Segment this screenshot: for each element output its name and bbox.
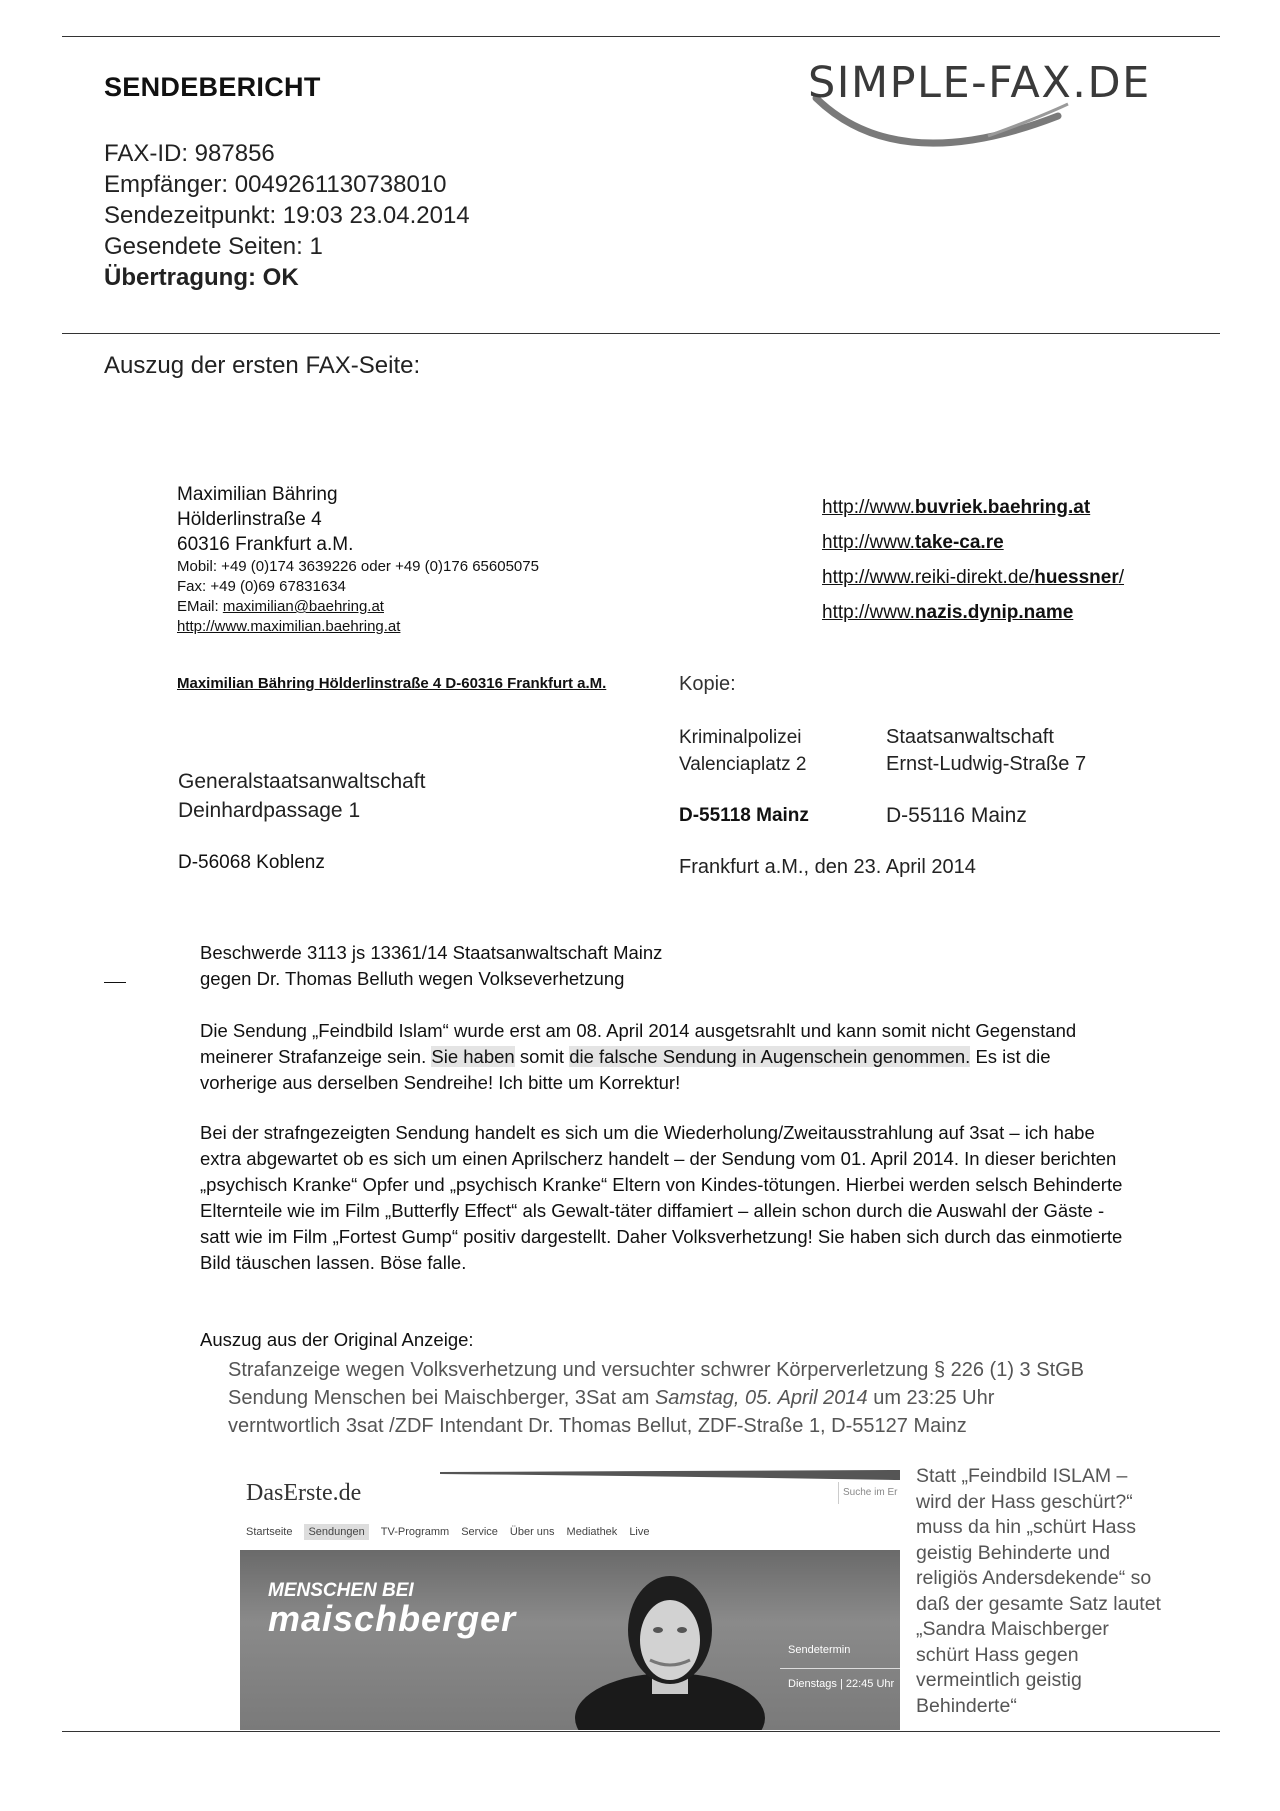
sender-block xyxy=(177,482,539,637)
fax-id: FAX-ID: 987856 xyxy=(104,140,275,167)
link-suffix: / xyxy=(1118,567,1125,588)
quote-line1: Strafanzeige wegen Volksverhetzung und versuchter schwrer Körperverletzung § 226 (1) 3 StGB xyxy=(228,1359,1085,1381)
para1-text-b: somit xyxy=(514,1046,570,1067)
copy-recipient-police xyxy=(679,724,806,778)
links-block xyxy=(822,490,1124,630)
nav-ueber-uns: Über uns xyxy=(509,1526,555,1538)
show-title-line2: maischberger xyxy=(268,1598,517,1639)
website-search: Suche im Er xyxy=(838,1482,900,1504)
sender-web-link[interactable]: http://www.maximilian.baehring.at xyxy=(177,618,401,635)
recipient-line1: Generalstaatsanwaltschaft xyxy=(178,770,426,793)
copy-label: Kopie: xyxy=(679,673,736,695)
website-nav xyxy=(246,1526,662,1538)
fax-status: Übertragung: OK xyxy=(104,264,299,291)
sender-email-label: EMail: xyxy=(177,598,223,615)
header-divider xyxy=(62,333,1220,334)
quote-line2-date: Samstag, 05. April 2014 xyxy=(654,1387,868,1409)
paragraph-1 xyxy=(200,1018,1120,1096)
copy2-line2: Ernst-Ludwig-Straße 7 xyxy=(886,753,1087,775)
link-domain: buvriek.baehring.at xyxy=(914,497,1091,518)
fax-metadata xyxy=(104,138,470,293)
subject xyxy=(200,940,1130,992)
copy1-line2: Valenciaplatz 2 xyxy=(679,754,807,775)
sender-name: Maximilian Bähring xyxy=(177,484,338,505)
copy-recipient-prosecutor xyxy=(886,724,1086,778)
quote-line2-start: Sendung Menschen bei Maischberger, 3Sat am xyxy=(228,1387,655,1409)
top-divider xyxy=(62,36,1220,37)
daserste-logo: DasErste.de xyxy=(246,1480,362,1506)
paragraph-2: Bei der strafngezeigten Sendung handelt es sich um die Wiederholung/Zweitausstrahlung auf 3sat – ich habe extra abgewartet ob es sich um einen Aprilscherz handelt – der Sendung vom 01. April 2014. In dieser berichten „psychisch Kranke“ Opfer und „psychisch Kranke“ Eltern von Kindes-tötungen. Hierbei werden selsch Behinderte Elternteile wie im Film „Butterfly Effect“ als Gewalt-täter diffamiert – allein schon durch die Auswahl der Gäste - satt wie im Film „Fortest Gump“ positiv dargestellt. Daher Volksverhetzung! Sie haben sich durch das einmotierte Bild täuschen lassen. Böse falle. xyxy=(200,1122,1123,1273)
sender-email-link[interactable]: maximilian@baehring.at xyxy=(222,598,384,615)
show-title-line1: MENSCHEN BEI xyxy=(268,1580,414,1601)
nav-service: Service xyxy=(461,1526,498,1538)
sender-street: Hölderlinstraße 4 xyxy=(177,509,322,530)
link-prefix: http://www. xyxy=(822,532,915,553)
link-domain: nazis.dynip.name xyxy=(914,602,1074,623)
sender-fax: Fax: +49 (0)69 67831634 xyxy=(177,578,346,595)
sender-city: 60316 Frankfurt a.M. xyxy=(177,534,354,555)
link-take-care[interactable] xyxy=(822,532,1004,553)
return-address-line: Maximilian Bähring Hölderlinstraße 4 D-60316 Frankfurt a.M. xyxy=(177,675,607,692)
simple-fax-logo xyxy=(808,58,1198,158)
para1-highlight-1: Sie haben xyxy=(431,1046,515,1067)
website-header xyxy=(240,1468,900,1512)
link-row xyxy=(822,525,1124,560)
sender-email-row xyxy=(177,597,539,617)
copy2-line1: Staatsanwaltschaft xyxy=(886,726,1054,748)
fax-recipient: Empfänger: 0049261130738010 xyxy=(104,171,447,198)
link-buvriek[interactable] xyxy=(822,497,1090,518)
original-excerpt-heading: Auszug aus der Original Anzeige: xyxy=(200,1329,474,1350)
link-domain: take-ca.re xyxy=(914,532,1004,553)
aside-commentary: Statt „Feindbild ISLAM – wird der Hass geschürt?“ muss da hin „schürt Hass geistig Behinderte und religiös Andersdekende“ so daß der gesamte Satz lautet „Sandra Maischberger schürt Hass gegen vermeintlich geistig Behinderte“ xyxy=(916,1465,1161,1717)
termin-divider xyxy=(780,1668,900,1669)
termin-value: Dienstags | 22:45 Uhr xyxy=(788,1678,895,1690)
link-prefix: http://www.reiki-direkt.de/ xyxy=(822,567,1035,588)
recipient-address xyxy=(178,767,425,825)
recipient-line2: Deinhardpassage 1 xyxy=(178,799,361,822)
quote-line2-end: um 23:25 Uhr xyxy=(867,1387,995,1409)
link-row xyxy=(822,490,1124,525)
presenter-image xyxy=(570,1568,770,1730)
excerpt-title: Auszug der ersten FAX-Seite: xyxy=(104,352,421,379)
recipient-city: D-56068 Koblenz xyxy=(178,852,325,873)
original-complaint-quote xyxy=(228,1356,1084,1440)
link-prefix: http://www. xyxy=(822,497,915,518)
link-domain: huessner xyxy=(1034,567,1119,588)
para1-highlight-2: die falsche Sendung in Augenschein genommen. xyxy=(569,1046,971,1067)
termin-label: Sendetermin xyxy=(788,1644,851,1656)
link-prefix: http://www. xyxy=(822,602,915,623)
fax-pages: Gesendete Seiten: 1 xyxy=(104,233,323,260)
sender-web-row xyxy=(177,617,539,637)
sender-mobile: Mobil: +49 (0)174 3639226 oder +49 (0)176 65605075 xyxy=(177,558,539,575)
copy1-city: D-55118 Mainz xyxy=(679,805,809,826)
nav-mediathek: Mediathek xyxy=(566,1526,618,1538)
para1-text-a: Die Sendung „Feindbild Islam“ wurde erst am 08. April 2014 ausgetsrahlt und kann somit nicht Gegenstand meinerer Strafanzeige sein. xyxy=(200,1020,1077,1067)
letter-date: Frankfurt a.M., den 23. April 2014 xyxy=(679,856,976,878)
copy2-city: D-55116 Mainz xyxy=(886,804,1027,827)
report-title: SENDEBERICHT xyxy=(104,72,321,102)
nav-live: Live xyxy=(629,1526,650,1538)
embedded-website-screenshot xyxy=(240,1468,900,1730)
bottom-divider xyxy=(62,1731,1220,1732)
fax-send-time: Sendezeitpunkt: 19:03 23.04.2014 xyxy=(104,202,470,229)
nav-startseite: Startseite xyxy=(246,1526,293,1538)
nav-tv-programm: TV-Programm xyxy=(380,1526,450,1538)
subject-line2: gegen Dr. Thomas Belluth wegen Volkseverhetzung xyxy=(200,968,625,989)
link-row xyxy=(822,560,1124,595)
nav-sendungen: Sendungen xyxy=(304,1524,368,1540)
quote-line3: verntwortlich 3sat /ZDF Intendant Dr. Thomas Bellut, ZDF-Straße 1, D-55127 Mainz xyxy=(228,1415,967,1437)
link-row xyxy=(822,595,1124,630)
fold-mark xyxy=(104,982,126,983)
logo-text: SIMPLE-FAX.DE xyxy=(808,58,1151,108)
link-reiki[interactable] xyxy=(822,567,1124,588)
quote-line2 xyxy=(228,1384,1084,1412)
copy1-line1: Kriminalpolizei xyxy=(679,727,802,748)
para1-text-c: Es ist die vorherige aus derselben Sendreihe! Ich bitte um Korrektur! xyxy=(200,1046,1051,1093)
subject-line1: Beschwerde 3113 js 13361/14 Staatsanwaltschaft Mainz xyxy=(200,942,663,963)
link-nazis[interactable] xyxy=(822,602,1073,623)
